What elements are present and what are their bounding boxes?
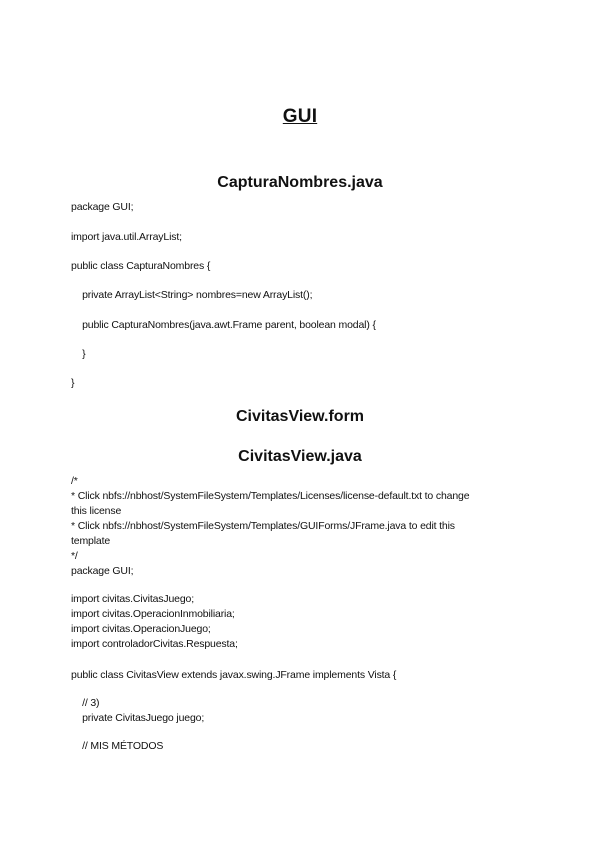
code-line: /* bbox=[71, 475, 78, 487]
code-line: import controladorCivitas.Respuesta; bbox=[71, 638, 238, 650]
code-line: // MIS MÉTODOS bbox=[71, 740, 164, 752]
code-line: * Click nbfs://nbhost/SystemFileSystem/Templates/GUIForms/JFrame.java to edit this bbox=[71, 520, 455, 532]
section-heading-civitas-view-java: CivitasView.java bbox=[238, 448, 362, 465]
code-line: import civitas.OperacionInmobiliaria; bbox=[71, 608, 235, 620]
section-heading-captura-nombres: CapturaNombres.java bbox=[217, 174, 383, 191]
code-comment-block bbox=[71, 474, 541, 579]
code-body-block bbox=[71, 696, 541, 726]
section-heading-civitas-view-form: CivitasView.form bbox=[235, 408, 365, 425]
code-line: public class CapturaNombres { bbox=[71, 260, 211, 272]
code-line: package GUI; bbox=[71, 565, 134, 577]
code-line: import java.util.ArrayList; bbox=[71, 231, 182, 243]
code-line: import civitas.CivitasJuego; bbox=[71, 593, 195, 605]
code-line: private CivitasJuego juego; bbox=[71, 712, 205, 724]
code-line: public class CivitasView extends javax.swing.JFrame implements Vista { bbox=[71, 669, 397, 681]
code-line: * Click nbfs://nbhost/SystemFileSystem/Templates/Licenses/license-default.txt to change bbox=[71, 490, 470, 502]
code-line: this license bbox=[71, 505, 122, 517]
code-line: public CapturaNombres(java.awt.Frame parent, boolean modal) { bbox=[71, 319, 376, 331]
code-line: } bbox=[71, 348, 86, 360]
page-title: GUI bbox=[282, 106, 318, 127]
code-line: private ArrayList<String> nombres=new ArrayList(); bbox=[71, 289, 313, 301]
code-line: // 3) bbox=[71, 697, 100, 709]
code-line: } bbox=[71, 377, 75, 389]
code-line: package GUI; bbox=[71, 201, 134, 213]
code-line: template bbox=[71, 535, 111, 547]
code-line: import civitas.OperacionJuego; bbox=[71, 623, 211, 635]
code-line: */ bbox=[71, 550, 78, 562]
code-imports-block bbox=[71, 592, 541, 652]
